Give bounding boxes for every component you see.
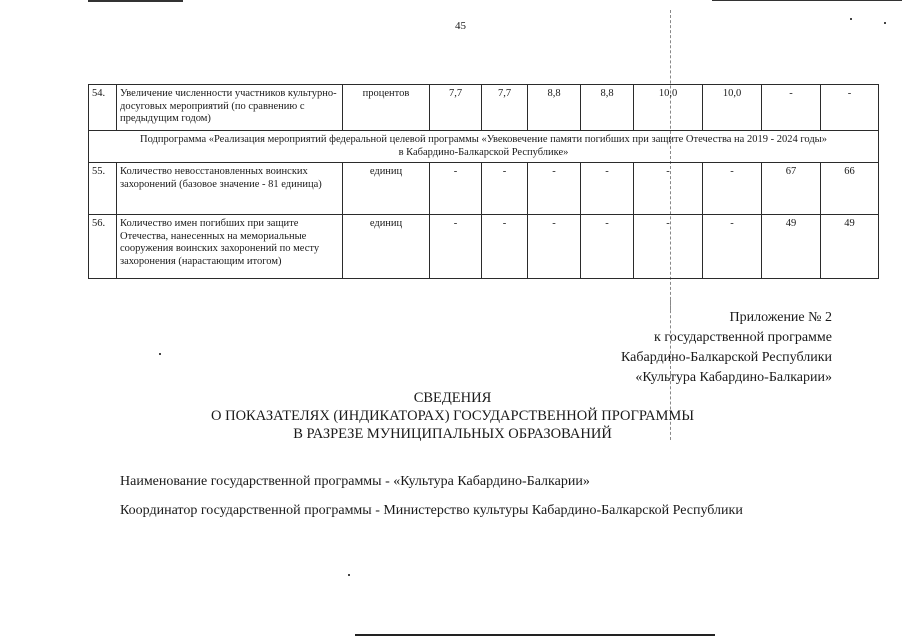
value-cell: -	[482, 215, 528, 279]
value-cell: -	[581, 163, 634, 215]
appendix-line: «Культура Кабардино-Балкарии»	[635, 370, 832, 385]
appendix-line: Приложение № 2	[729, 310, 832, 325]
indicator-name: Увеличение численности участников культурно-досуговых мероприятий (по сравнению с предыдущим годом)	[117, 85, 343, 131]
program-name-line: Наименование государственной программы - «Культура Кабардино-Балкарии»	[120, 474, 590, 489]
unit-cell: единиц	[343, 215, 430, 279]
value-cell: -	[430, 215, 482, 279]
indicator-name: Количество имен погибших при защите Отечества, нанесенных на мемориальные сооружения воинских захоронений по месту захоронения (нарастающим итогом)	[117, 215, 343, 279]
appendix-line: к государственной программе	[654, 330, 832, 345]
indicator-name: Количество невосстановленных воинских захоронений (базовое значение - 81 единица)	[117, 163, 343, 215]
value-cell: 7,7	[482, 85, 528, 131]
value-cell: -	[482, 163, 528, 215]
value-cell: -	[762, 85, 821, 131]
indicators-table	[88, 84, 879, 279]
value-cell: -	[528, 215, 581, 279]
scan-edge-mark	[712, 0, 902, 1]
unit-cell: единиц	[343, 163, 430, 215]
scan-speck	[348, 574, 350, 576]
value-cell: 8,8	[581, 85, 634, 131]
scan-speck	[159, 353, 161, 355]
value-cell: -	[634, 163, 703, 215]
scan-speck	[884, 22, 886, 24]
value-cell: -	[703, 163, 762, 215]
value-cell: -	[634, 215, 703, 279]
appendix-line: Кабардино-Балкарской Республики	[621, 350, 832, 365]
scan-edge-mark	[355, 634, 715, 636]
scan-speck	[850, 18, 852, 20]
value-cell: 10,0	[703, 85, 762, 131]
value-cell: 49	[762, 215, 821, 279]
appendix-block	[621, 308, 832, 388]
heading-line: СВЕДЕНИЯ	[413, 390, 492, 406]
value-cell: -	[703, 215, 762, 279]
table-row	[89, 215, 879, 279]
value-cell: 10,0	[634, 85, 703, 131]
value-cell: 49	[821, 215, 879, 279]
subprogram-line: в Кабардино-Балкарской Республике»	[398, 146, 569, 158]
subprogram-row	[89, 131, 879, 163]
document-heading	[0, 389, 905, 443]
value-cell: -	[581, 215, 634, 279]
value-cell: 66	[821, 163, 879, 215]
row-number: 54.	[89, 85, 117, 131]
coordinator-line: Координатор государственной программы - Министерство культуры Кабардино-Балкарской Республики	[120, 503, 743, 518]
value-cell: -	[430, 163, 482, 215]
page-number: 45	[455, 20, 466, 32]
row-number: 56.	[89, 215, 117, 279]
scan-edge-mark	[88, 0, 183, 2]
subprogram-title	[89, 131, 879, 163]
value-cell: 8,8	[528, 85, 581, 131]
table-row	[89, 163, 879, 215]
value-cell: -	[528, 163, 581, 215]
value-cell: 67	[762, 163, 821, 215]
value-cell: -	[821, 85, 879, 131]
subprogram-line: Подпрограмма «Реализация мероприятий федеральной целевой программы «Увековечение памяти погибших при защите Отечества на 2019 - 2024 годы»	[140, 134, 827, 145]
value-cell: 7,7	[430, 85, 482, 131]
table-row	[89, 85, 879, 131]
row-number: 55.	[89, 163, 117, 215]
heading-line: В РАЗРЕЗЕ МУНИЦИПАЛЬНЫХ ОБРАЗОВАНИЙ	[293, 426, 612, 442]
unit-cell: процентов	[343, 85, 430, 131]
heading-line: О ПОКАЗАТЕЛЯХ (ИНДИКАТОРАХ) ГОСУДАРСТВЕННОЙ ПРОГРАММЫ	[211, 408, 694, 424]
